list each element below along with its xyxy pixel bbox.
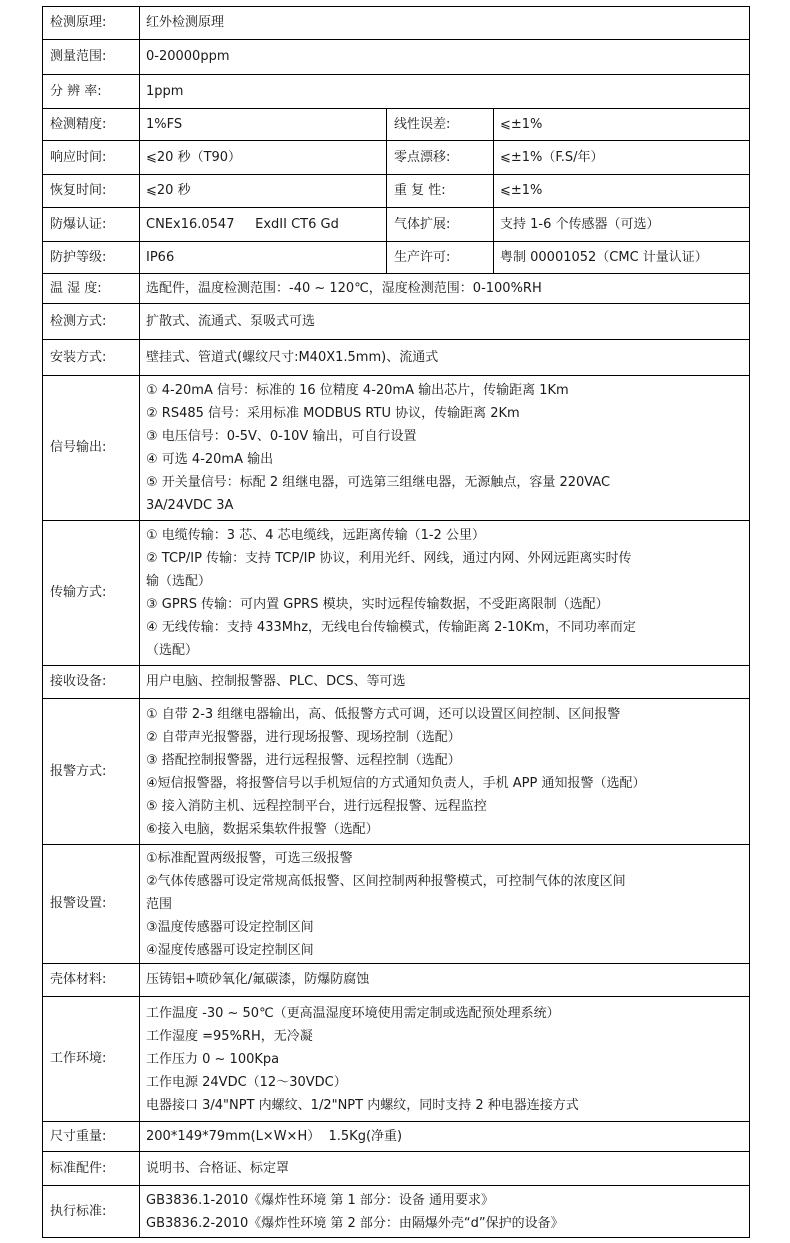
table-row — [43, 141, 750, 175]
list-item: ① 电缆传输：3 芯、4 芯电缆线，远距离传输（1-2 公里） — [146, 528, 485, 543]
list-item: ① 自带 2-3 组继电器输出，高、低报警方式可调，还可以设置区间控制、区间报警 — [146, 706, 621, 722]
row-value-2: 粤制 00001052（CMC 计量认证） — [494, 242, 750, 274]
row-label: 防护等级: — [43, 242, 140, 274]
row-value — [140, 845, 750, 964]
table-row — [43, 1122, 750, 1152]
row-value: 1ppm — [140, 75, 750, 109]
table-row — [43, 997, 750, 1122]
table-row — [43, 274, 750, 304]
row-value: ⩽20 秒 — [140, 175, 387, 208]
table-row — [43, 1186, 750, 1238]
row-label: 报警设置: — [43, 845, 140, 964]
list-item: 范围 — [146, 896, 173, 912]
table-row — [43, 376, 750, 521]
row-label: 标准配件: — [43, 1152, 140, 1186]
row-label: 壳体材料: — [43, 964, 140, 997]
table-row — [43, 304, 750, 340]
row-value-2: 支持 1-6 个传感器（可选） — [494, 208, 750, 242]
row-value: 0-20000ppm — [140, 40, 750, 75]
list-item: 3A/24VDC 3A — [146, 498, 234, 513]
list-item: ⑤ 接入消防主机、远程控制平台，进行远程报警、远程监控 — [146, 798, 487, 814]
row-value: 说明书、合格证、标定罩 — [140, 1152, 750, 1186]
list-item: ③ 搭配控制报警器，进行远程报警、远程控制（选配） — [146, 752, 461, 768]
table-row — [43, 40, 750, 75]
list-item: GB3836.1-2010《爆炸性环境 第 1 部分：设备 通用要求》 — [146, 1192, 495, 1208]
spec-table — [42, 6, 750, 1238]
row-label: 尺寸重量: — [43, 1122, 140, 1152]
row-label: 信号输出: — [43, 376, 140, 521]
list-item: ⑥接入电脑，数据采集软件报警（选配） — [146, 821, 379, 837]
row-label: 执行标准: — [43, 1186, 140, 1238]
row-value-2: ⩽±1%（F.S/年） — [494, 141, 750, 175]
row-label: 检测原理: — [43, 7, 140, 40]
row-label: 测量范围: — [43, 40, 140, 75]
row-value-2: ⩽±1% — [494, 175, 750, 208]
row-label: 温 湿 度: — [43, 274, 140, 304]
list-item: 工作压力 0 ~ 100Kpa — [146, 1051, 280, 1067]
row-label: 传输方式: — [43, 521, 140, 666]
list-item: （选配） — [146, 643, 199, 658]
list-item: 电器接口 3/4"NPT 内螺纹、1/2"NPT 内螺纹，同时支持 2 种电器连接方式 — [146, 1097, 579, 1113]
list-item: GB3836.2-2010《爆炸性环境 第 2 部分：由隔爆外壳“d”保护的设备》 — [146, 1215, 564, 1231]
row-label-2: 重 复 性: — [387, 175, 494, 208]
list-item: 工作湿度 =95%RH，无冷凝 — [146, 1028, 313, 1044]
row-value — [140, 521, 750, 666]
list-item: ② RS485 信号：采用标准 MODBUS RTU 协议，传输距离 2Km — [146, 406, 520, 421]
table-row — [43, 109, 750, 141]
row-value — [140, 699, 750, 845]
list-item: ④ 可选 4-20mA 输出 — [146, 452, 274, 467]
row-value: ⩽20 秒（T90） — [140, 141, 387, 175]
row-value: 用户电脑、控制报警器、PLC、DCS、等可选 — [140, 666, 750, 699]
table-row — [43, 208, 750, 242]
row-value: IP66 — [140, 242, 387, 274]
row-label: 检测精度: — [43, 109, 140, 141]
list-item: ③ 电压信号：0-5V、0-10V 输出，可自行设置 — [146, 429, 417, 444]
row-label: 响应时间: — [43, 141, 140, 175]
table-row — [43, 75, 750, 109]
table-row — [43, 242, 750, 274]
row-value: CNEx16.0547 ExdII CT6 Gd — [140, 208, 387, 242]
list-item: ④短信报警器，将报警信号以手机短信的方式通知负责人，手机 APP 通知报警（选配） — [146, 775, 646, 791]
row-label: 工作环境: — [43, 997, 140, 1122]
row-label-2: 线性误差: — [387, 109, 494, 141]
list-item: ①标准配置两级报警，可选三级报警 — [146, 850, 353, 866]
row-value: 壁挂式、管道式(螺纹尺寸:M40X1.5mm)、流通式 — [140, 340, 750, 376]
list-item: 工作电源 24VDC（12～30VDC） — [146, 1074, 347, 1090]
row-value — [140, 1186, 750, 1238]
row-label: 恢复时间: — [43, 175, 140, 208]
row-value — [140, 376, 750, 521]
table-row — [43, 1152, 750, 1186]
row-label-2: 气体扩展: — [387, 208, 494, 242]
row-value: 红外检测原理 — [140, 7, 750, 40]
row-value: 1%FS — [140, 109, 387, 141]
list-item: ② TCP/IP 传输：支持 TCP/IP 协议，利用光纤、网线，通过内网、外网远距离实时传 — [146, 551, 632, 566]
table-row — [43, 666, 750, 699]
row-value-2: ⩽±1% — [494, 109, 750, 141]
list-item: ④湿度传感器可设定控制区间 — [146, 942, 314, 958]
table-row — [43, 845, 750, 964]
row-label: 安装方式: — [43, 340, 140, 376]
table-row — [43, 964, 750, 997]
list-item: ⑤ 开关量信号：标配 2 组继电器，可选第三组继电器，无源触点，容量 220VAC — [146, 475, 611, 490]
row-label-2: 零点漂移: — [387, 141, 494, 175]
table-row — [43, 340, 750, 376]
list-item: 工作温度 -30 ~ 50℃（更高温湿度环境使用需定制或选配预处理系统） — [146, 1005, 560, 1021]
table-row — [43, 175, 750, 208]
table-row — [43, 699, 750, 845]
row-label: 报警方式: — [43, 699, 140, 845]
row-value: 扩散式、流通式、泵吸式可选 — [140, 304, 750, 340]
row-label: 检测方式: — [43, 304, 140, 340]
row-label: 防爆认证: — [43, 208, 140, 242]
list-item: ③温度传感器可设定控制区间 — [146, 919, 314, 935]
list-item: 输（选配） — [146, 574, 212, 589]
row-value: 选配件，温度检测范围：-40 ~ 120℃，湿度检测范围：0-100%RH — [140, 274, 750, 304]
row-value: 200*149*79mm(L×W×H） 1.5Kg(净重) — [140, 1122, 750, 1152]
row-label: 分 辨 率: — [43, 75, 140, 109]
list-item: ④ 无线传输：支持 433Mhz，无线电台传输模式，传输距离 2-10Km，不同功率而定 — [146, 620, 636, 635]
row-label-2: 生产许可: — [387, 242, 494, 274]
row-value: 压铸铝+喷砂氧化/氟碳漆，防爆防腐蚀 — [140, 964, 750, 997]
row-label: 接收设备: — [43, 666, 140, 699]
list-item: ②气体传感器可设定常规高低报警、区间控制两种报警模式，可控制气体的浓度区间 — [146, 873, 626, 889]
table-row — [43, 7, 750, 40]
table-row — [43, 521, 750, 666]
row-value — [140, 997, 750, 1122]
list-item: ① 4-20mA 信号：标准的 16 位精度 4-20mA 输出芯片，传输距离 1Km — [146, 383, 569, 398]
list-item: ② 自带声光报警器，进行现场报警、现场控制（选配） — [146, 729, 461, 745]
list-item: ③ GPRS 传输：可内置 GPRS 模块，实时远程传输数据，不受距离限制（选配） — [146, 597, 609, 612]
